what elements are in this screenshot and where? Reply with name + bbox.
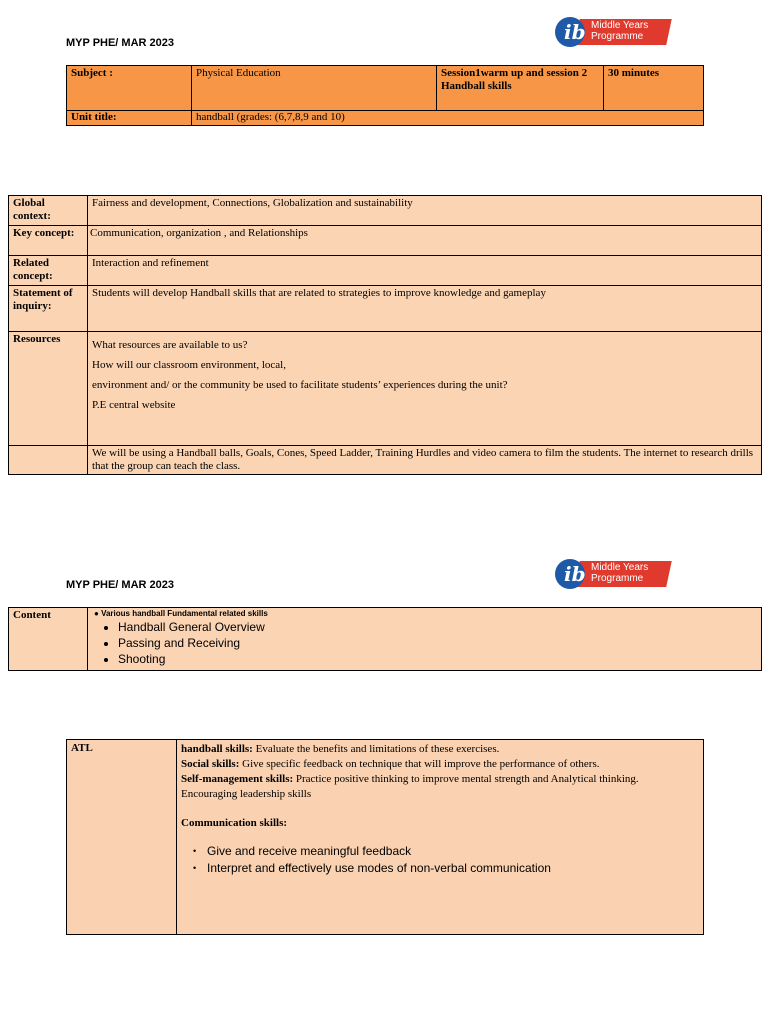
content-item: • Handball General Overview [118, 619, 757, 635]
unit-label: Unit title: [67, 111, 192, 126]
inquiry-table [8, 195, 762, 475]
resources-line: environment and/ or the community be used to facilitate students’ experiences during the unit? [92, 379, 508, 391]
logo-text: Middle Years Programme [591, 20, 649, 42]
subject-value: Physical Education [192, 66, 437, 111]
ib-mark-icon: ib [555, 17, 585, 47]
atl-label: ATL [67, 740, 177, 935]
content-item: • Shooting [118, 651, 757, 667]
content-intro: ● Various handball Fundamental related skills [94, 609, 268, 618]
communication-item: • Interpret and effectively use modes of non-verbal communication [207, 860, 699, 877]
resources-extra-value: We will be using a Handball balls, Goals, Cones, Speed Ladder, Training Hurdles and video camera to film the students. The internet to research drills that the group can teach the class. [88, 446, 762, 475]
ib-mark-icon: ib [555, 559, 585, 589]
resources-line: What resources are available to us? [92, 339, 248, 351]
resources-extra-label [9, 446, 88, 475]
atl-self-management: Self-management skills: Practice positive thinking to improve mental strength and Analytical thinking. [181, 773, 639, 785]
content-item: • Passing and Receiving [118, 635, 757, 651]
communication-item: • Give and receive meaningful feedback [207, 843, 699, 860]
atl-leadership: Encouraging leadership skills [181, 788, 312, 800]
subject-table [66, 65, 704, 126]
content-label: Content [9, 608, 88, 671]
content-value [88, 608, 762, 671]
atl-table [66, 739, 704, 935]
ib-logo [555, 557, 671, 591]
atl-social: Social skills: Give specific feedback on technique that will improve the performance of others. [181, 758, 600, 770]
ib-logo [555, 15, 671, 49]
resources-label: Resources [9, 332, 88, 446]
related-concept-value: Interaction and refinement [88, 256, 762, 286]
resources-line: How will our classroom environment, local, [92, 359, 286, 371]
resources-line: P.E central website [92, 399, 176, 411]
atl-value [177, 740, 704, 935]
atl-communication: Communication skills: [181, 817, 288, 829]
key-concept-value: Communication, organization , and Relationships [88, 226, 762, 256]
related-concept-label: Related concept: [9, 256, 88, 286]
content-table [8, 607, 762, 671]
atl-handball: handball skills: Evaluate the benefits and limitations of these exercises. [181, 743, 500, 755]
global-context-value: Fairness and development, Connections, Globalization and sustainability [88, 196, 762, 226]
subject-label: Subject : [67, 66, 192, 111]
key-concept-label: Key concept: [9, 226, 88, 256]
duration-cell: 30 minutes [604, 66, 704, 111]
page2-header: MYP PHE/ MAR 2023 [66, 579, 175, 591]
page1-header: MYP PHE/ MAR 2023 [66, 37, 175, 49]
statement-label: Statement of inquiry: [9, 286, 88, 332]
resources-value [88, 332, 762, 446]
session-cell: Session1warm up and session 2 Handball skills [437, 66, 604, 111]
unit-value: handball (grades: (6,7,8,9 and 10) [192, 111, 704, 126]
statement-value: Students will develop Handball skills that are related to strategies to improve knowledge and gameplay [88, 286, 762, 332]
logo-text: Middle Years Programme [591, 562, 649, 584]
global-context-label: Global context: [9, 196, 88, 226]
